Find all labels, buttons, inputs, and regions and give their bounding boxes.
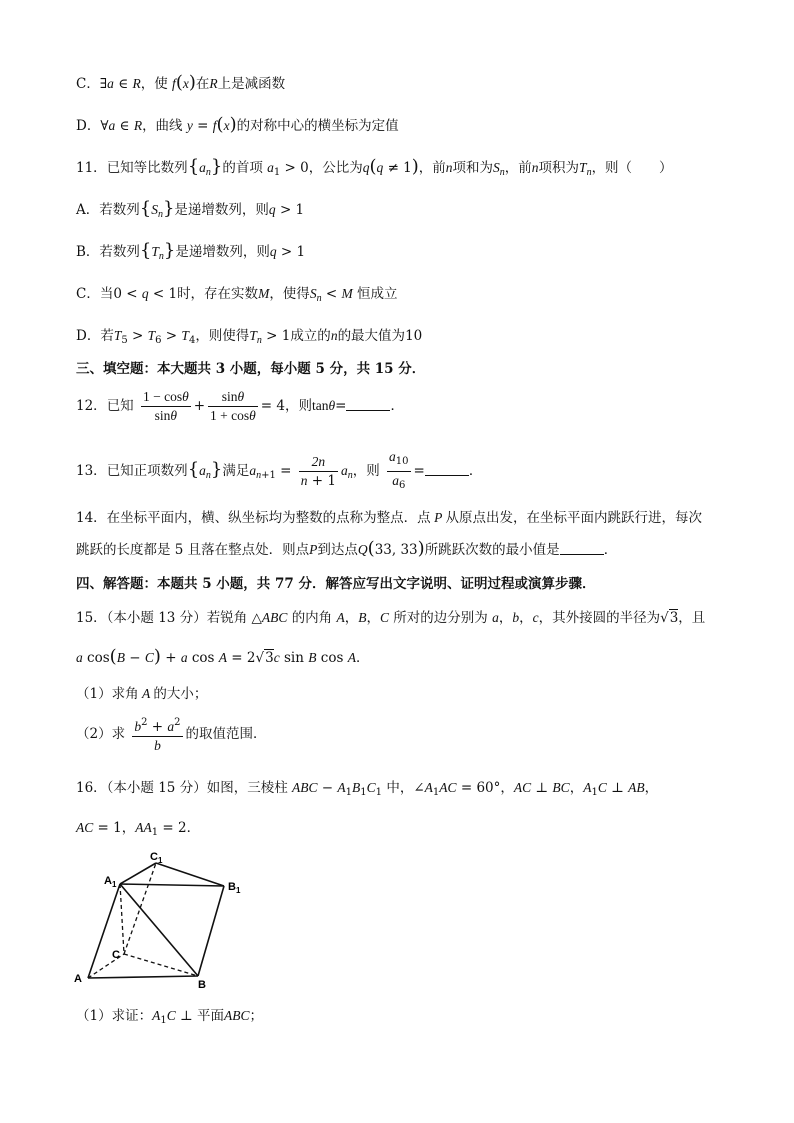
question-13: 13．已知正项数列$\{a_n\}$满足$a_{n+1}$ = $\frac{2n}{n + 1}$ $a_n$，则 $\frac{a_{10}}{a_6}$ = ． [76, 449, 483, 491]
edge-a1-c [120, 884, 124, 954]
question-15-part-1: （1）求角 A 的大小； [76, 686, 208, 702]
edge-a1-b [120, 884, 198, 976]
edge-b1-b [198, 886, 224, 976]
section-3-heading: 三、填空题：本大题共 3 小题，每小题 5 分，共 15 分． [76, 361, 426, 377]
edge-a1-c1 [120, 863, 156, 884]
section-4-heading: 四、解答题：本题共 5 小题，共 77 分．解答应写出文字说明、证明过程或演算步骤． [76, 576, 596, 592]
question-14-line-2: 跳跃的长度都是 5 且落在整点处．则点P到达点Q(33, 33)所跳跃次数的最小值是 ． [76, 538, 618, 559]
label-c: C [112, 949, 120, 961]
edge-c1-b1 [156, 863, 224, 886]
question-16-line-1: 16．（本小题 15 分）如图，三棱柱 ABC − $A_1B_1C_1$ 中，$\angle A_1AC = 60^\circ$，AC ⊥ BC，$A_1C$ ⊥ AB， [76, 780, 659, 798]
option-d-q10: D．∀a ∈ R，曲线 y = f(x)的对称中心的横坐标为定值 [76, 114, 399, 135]
edge-a-a1 [88, 884, 120, 978]
question-11-option-b: B．若数列$\{T_n\}$是递增数列，则q > 1 [76, 240, 306, 262]
label-a1: $A_1$ [104, 875, 117, 889]
question-11-option-d: D．若$T_5 > T_6 > T_4$，则使得$T_n > 1$成立的n的最大值为10 [76, 328, 423, 346]
edge-a1-b1 [120, 884, 224, 886]
edge-a-b [88, 976, 198, 978]
prism-figure [70, 848, 260, 994]
answer-blank-12[interactable] [346, 398, 390, 411]
label-b1: $B_1$ [228, 881, 241, 895]
question-11-option-a: A．若数列$\{S_n\}$是递增数列，则q > 1 [76, 198, 305, 220]
label-c1: $C_1$ [150, 851, 163, 865]
edge-c-b [124, 954, 198, 976]
question-15-line-1: 15．（本小题 13 分）若锐角 △ABC 的内角 A，B，C 所对的边分别为 a，b，c，其外接圆的半径为√3，且 [76, 610, 706, 626]
label-a: A [74, 973, 82, 985]
question-16-line-2: AC = 1，$AA_1 = 2$． [76, 820, 201, 838]
label-b: B [198, 979, 206, 991]
question-11-option-c: C．当0 < q < 1时，存在实数M，使得$S_n < M$ 恒成立 [76, 286, 398, 304]
answer-blank-14[interactable] [560, 542, 604, 555]
question-16-part-1: （1）求证：$A_1C$ ⊥ 平面ABC； [76, 1008, 264, 1026]
question-15-part-2: （2）求 $\frac{b^2 + a^2}{b}$ 的取值范围． [76, 714, 734, 755]
question-15-equation: a cos(B − C) + a cos A = 2√3c sin B cos A． [76, 646, 370, 667]
answer-blank-13[interactable] [425, 463, 469, 476]
option-c-q10: C．∃a ∈ R，使 f(x)在R上是减函数 [76, 72, 286, 93]
question-14-line-1: 14．在坐标平面内，横、纵坐标均为整数的点称为整点．点 P 从原点出发，在坐标平面内跳跃行进，每次 [76, 510, 702, 526]
question-11-stem: 11．已知等比数列$\{a_n\}$的首项 $a_1 > 0$，公比为q(q ≠ 1)，前n项和为$S_n$，前n项积为$T_n$，则（ ） [76, 156, 673, 178]
question-12: 12．已知 $\frac{1 - \cos\theta}{\sin\theta}$ + $\frac{\sin\theta}{1 + \cos\theta}$ = 4，则tanθ= ． [76, 389, 404, 423]
